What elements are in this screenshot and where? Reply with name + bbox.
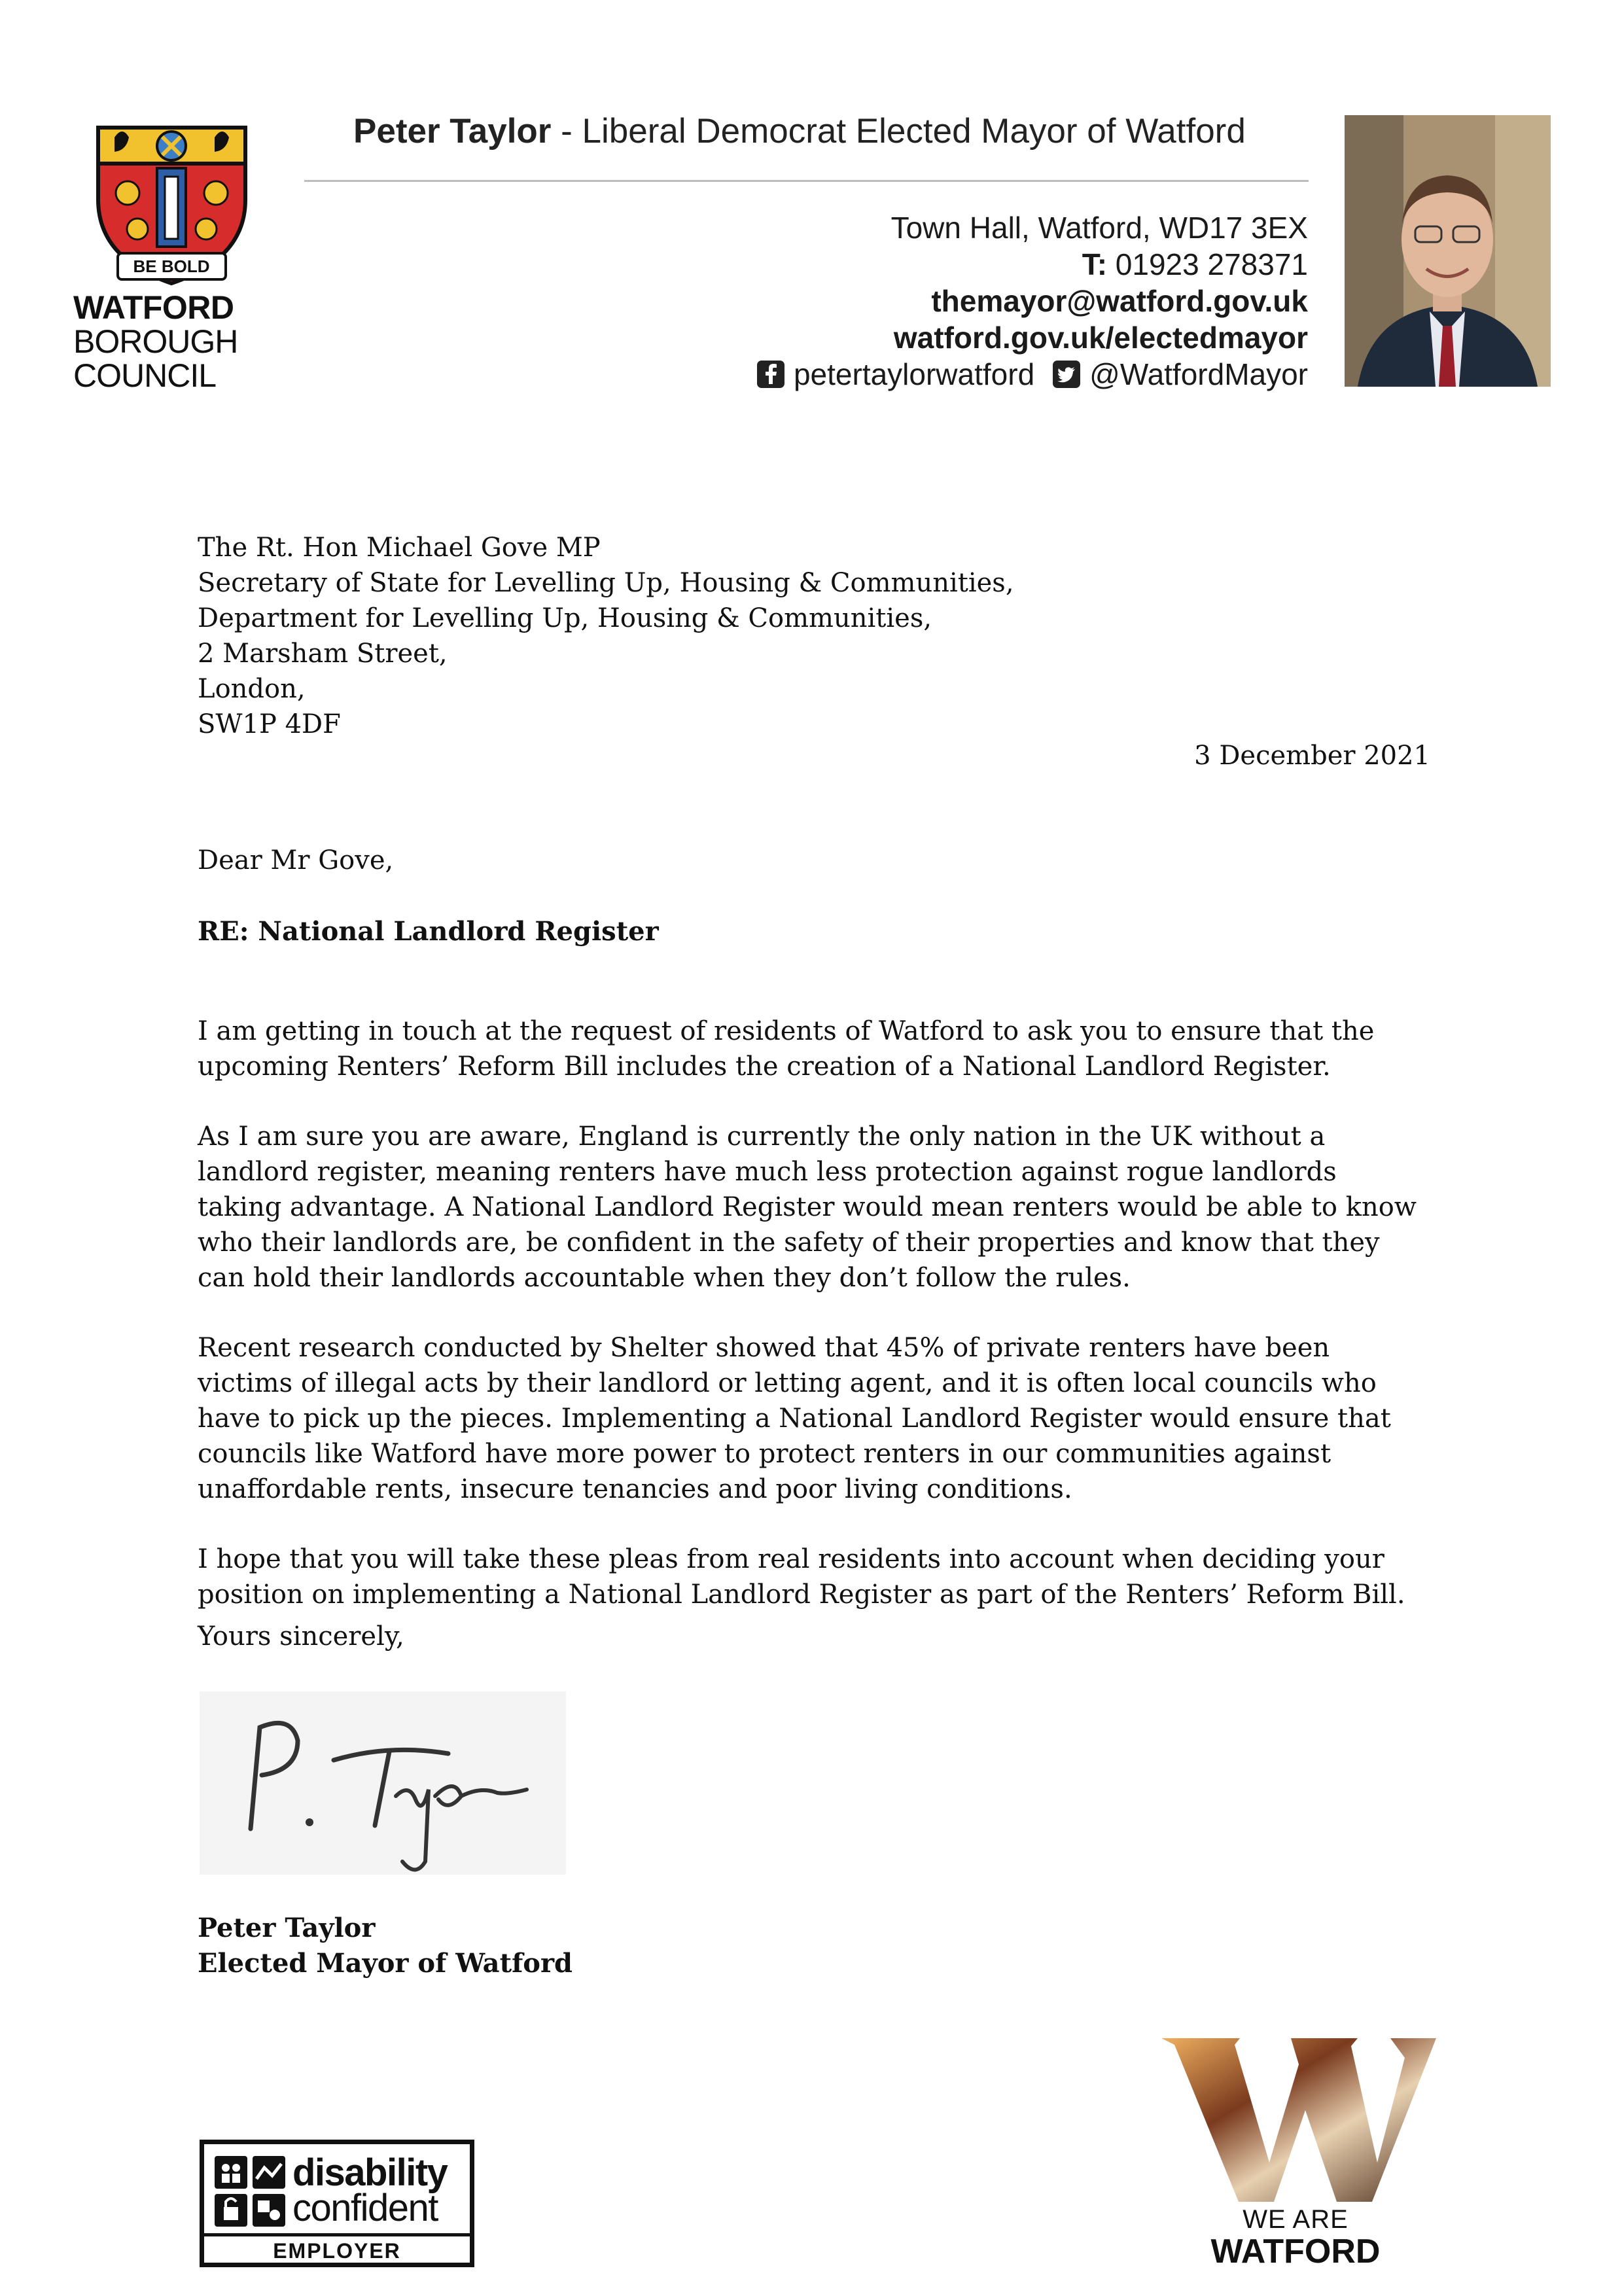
we-are-watford-text (1171, 2205, 1420, 2269)
watford-label: WATFORD (1210, 2233, 1381, 2270)
closing: Yours sincerely, (198, 1621, 404, 1651)
signatory-name: Peter Taylor (198, 1913, 376, 1943)
we-are-label: WE ARE (1243, 2205, 1349, 2234)
employer-word: EMPLOYER (273, 2239, 401, 2263)
handwritten-signature (200, 1691, 566, 1875)
badge-divider (204, 2233, 470, 2236)
contact-block (654, 209, 1308, 393)
salutation: Dear Mr Gove, (198, 845, 394, 875)
council-name-line1: WATFORD (73, 289, 234, 326)
council-name (73, 291, 283, 392)
mayor-photo (1345, 115, 1551, 387)
recipient-line: Department for Levelling Up, Housing & Communities, (198, 603, 932, 633)
body-paragraph: Recent research conducted by Shelter showed that 45% of private renters have been victims of illegal acts by their landlord or letting agent, and it is often local councils who have to pick up the pieces. Implementing a National Landlord Register would ensure that councils like Watford have more power to protect renters in our communities against unaffordable rents, insecure tenancies and poor living conditions. (198, 1333, 1391, 1504)
telephone-label: T: (1082, 247, 1108, 281)
body-paragraph: I hope that you will take these pleas from real residents into account when deciding your position on implementing a National Landlord Register as part of the Renters’ Reform Bill. (198, 1544, 1405, 1610)
recipient-line: SW1P 4DF (198, 709, 341, 739)
disability-icons (215, 2156, 287, 2228)
twitter-handle[interactable]: @WatfordMayor (1089, 357, 1308, 391)
disability-word: disability (292, 2151, 448, 2194)
body-paragraph: As I am sure you are aware, England is currently the only nation in the UK without a landlord register, meaning renters have much less protection against rogue landlords taking advantage. A National Landlord Register would mean renters would be able to know who their landlords are, be confident in the safety of their properties and know that they can hold their landlords accountable when they don’t follow the rules. (198, 1122, 1417, 1293)
council-name-line3: COUNCIL (73, 357, 217, 394)
recipient-line: The Rt. Hon Michael Gove MP (198, 533, 601, 563)
facebook-icon (757, 361, 785, 388)
body-paragraph: I am getting in touch at the request of residents of Watford to ask you to ensure that the upcoming Renters’ Reform Bill includes the creation of a National Landlord Register. (198, 1016, 1375, 1082)
header-divider (304, 180, 1309, 182)
facebook-handle[interactable]: petertaylorwatford (793, 357, 1035, 391)
letterhead-title (353, 111, 1246, 151)
twitter-icon (1053, 361, 1080, 388)
email-link[interactable]: themayor@watford.gov.uk (931, 284, 1308, 318)
telephone-number: 01923 278371 (1107, 247, 1308, 281)
signatory-block (198, 1911, 573, 1981)
council-crest-logo (92, 115, 252, 288)
recipient-line: Secretary of State for Levelling Up, Housing & Communities, (198, 568, 1014, 598)
telephone-line (654, 246, 1308, 283)
letter-date: 3 December 2021 (1194, 741, 1430, 771)
recipient-line: London, (198, 674, 306, 704)
recipient-address (198, 530, 1434, 742)
disability-confident-badge (200, 2140, 474, 2267)
address-line: Town Hall, Watford, WD17 3EX (890, 211, 1308, 245)
mayor-title: - Liberal Democrat Elected Mayor of Watford (551, 112, 1246, 150)
council-name-line2: BOROUGH (73, 323, 238, 360)
recipient-line: 2 Marsham Street, (198, 639, 448, 669)
website-link[interactable]: watford.gov.uk/electedmayor (893, 321, 1308, 355)
mayor-name: Peter Taylor (353, 112, 552, 150)
crest-motto: BE BOLD (133, 256, 210, 276)
subject-line: RE: National Landlord Register (198, 916, 659, 947)
signatory-role: Elected Mayor of Watford (198, 1948, 573, 1979)
social-links (654, 356, 1308, 393)
confident-word: confident (292, 2187, 438, 2229)
